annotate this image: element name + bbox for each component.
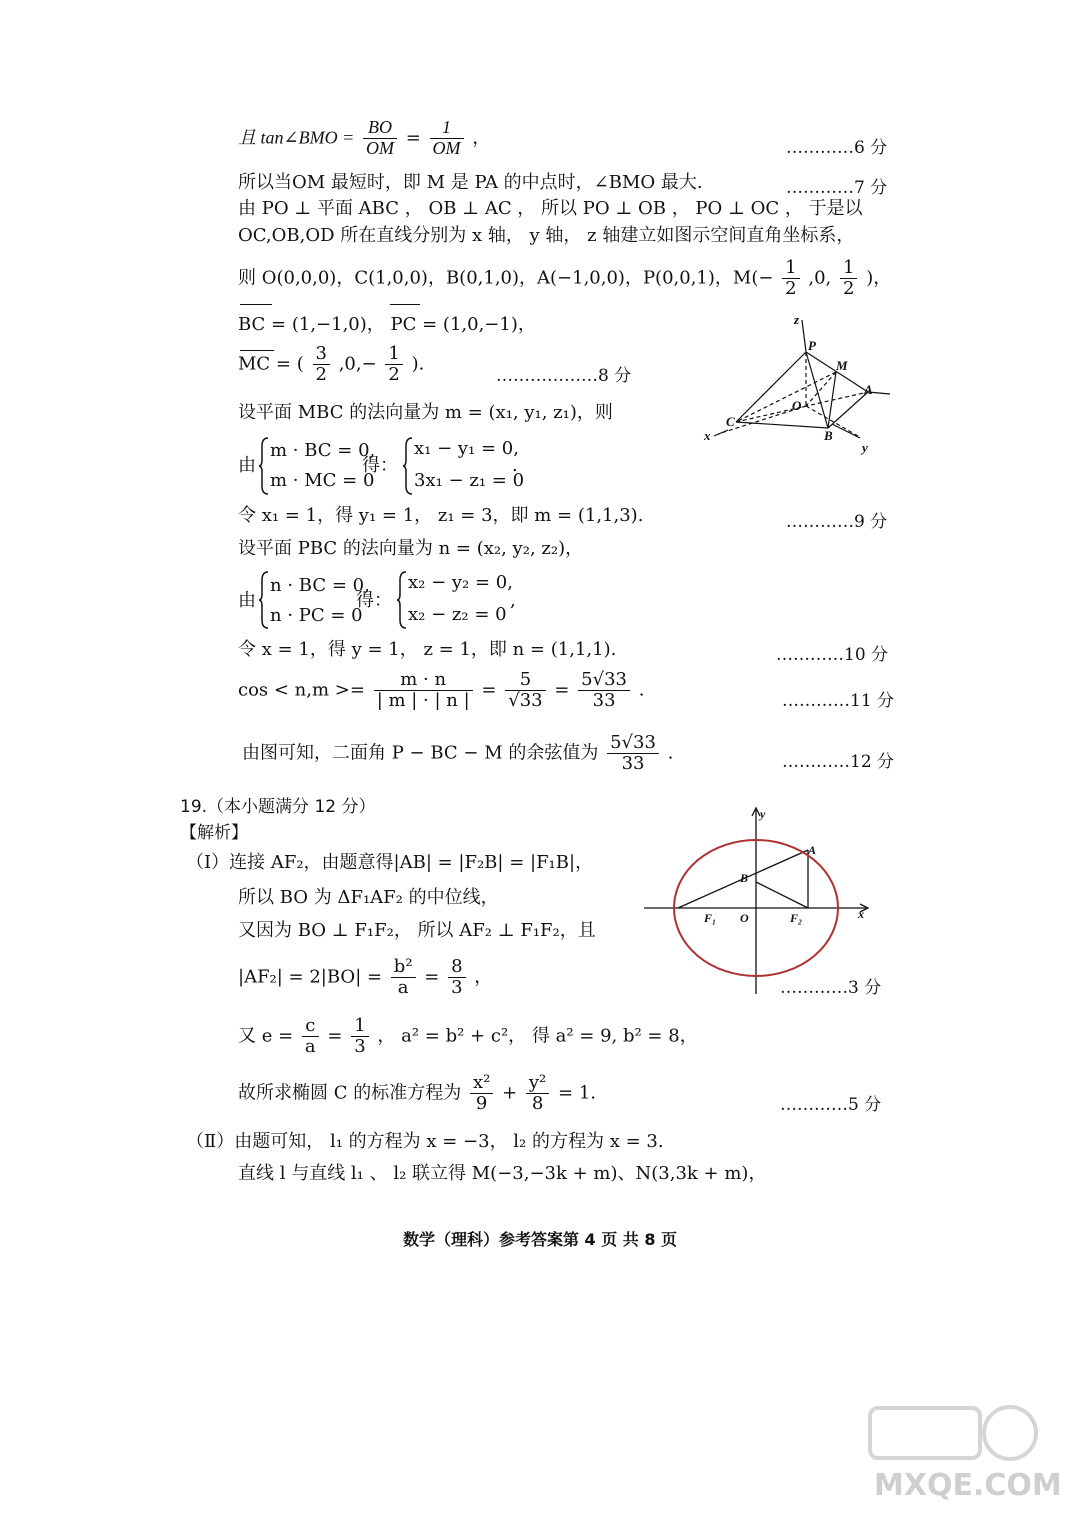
figure-3d-pyramid [698, 306, 898, 464]
part1-line1: （Ⅰ）连接 AF₂，由题意得|AB| = |F₂B| = |F₁B|， [186, 852, 594, 873]
line-normal-n: 设平面 PBC 的法向量为 n = (x₂, y₂, z₂)， [238, 538, 584, 559]
vector-arrow-mc [240, 350, 274, 351]
line-n-result: 令 x = 1，得 y = 1， z = 1，即 n = (1,1,1). [238, 639, 617, 660]
part1-line6: 故所求椭圆 C 的标准方程为 $\frac{\text{x²}}{9}$ + $\frac{\text{y²}}{8}$ = 1. [238, 1072, 596, 1114]
x-axis-line [714, 430, 728, 436]
tan-text: 且 tan∠BMO = [238, 127, 355, 148]
vector-arrow-pc [390, 304, 420, 305]
label-y: y [862, 440, 868, 455]
line-coordinates: 则 O(0,0,0)，C(1,0,0)，B(0,1,0)，A(−1,0,0)，P(0,0,1)，M(− $\frac{1}{2}$ ,0, $\frac{1}{2}$ )， [238, 257, 892, 299]
system1-end: . [512, 455, 518, 476]
line-m-result: 令 x₁ = 1，得 y₁ = 1， z₁ = 3，即 m = (1,1,3). [238, 505, 644, 526]
system2-right-brace [396, 570, 408, 630]
system1-eq-a: m · BC = 0, [270, 440, 376, 461]
watermark-logo [860, 1398, 1062, 1518]
edge-ba [828, 392, 868, 428]
system1-right-brace [402, 436, 414, 496]
vector-arrow-bc [240, 304, 272, 305]
figure-ellipse [640, 804, 880, 1000]
score-10: …………10 分 [776, 645, 889, 665]
score-3: …………3 分 [780, 978, 882, 998]
line-normal-m: 设平面 MBC 的法向量为 m = (x₁, y₁, z₁)，则 [238, 402, 613, 423]
system2-you: 由 [238, 590, 256, 611]
label-z: z [794, 312, 800, 327]
fraction-bo-om: $\frac{BO}{OM}$ [363, 118, 397, 159]
segment-bf2 [756, 882, 808, 908]
line-cos: cos < n,m >= $\frac{m \cdot n}{| m | \cdot | n |}$ = $\frac{5}{√33}$ = $\frac{5√33}{33}$ . [238, 669, 645, 711]
score-5: …………5 分 [780, 1095, 882, 1115]
label-a: A [808, 843, 817, 857]
score-6: …………6 分 [786, 138, 888, 158]
score-8: ………………8 分 [496, 366, 632, 386]
label-f2: F₂ [790, 911, 803, 925]
part1-line5: 又 e = $\frac{c}{a}$ = $\frac{1}{3}$ ， a² = b² + c²， 得 a² = 9, b² = 8， [238, 1015, 698, 1057]
system1-eq-d: 3x₁ − z₁ = 0 [414, 470, 525, 491]
system1-left-brace [258, 436, 270, 496]
line-mc: MC = ( $\frac{3}{2}$ ,0,− $\frac{1}{2}$ ). [238, 343, 425, 385]
edge-cb [736, 422, 828, 428]
label-m: M [836, 358, 848, 373]
part2-line1: （Ⅱ）由题可知， l₁ 的方程为 x = −3， l₂ 的方程为 x = 3. [186, 1131, 664, 1152]
system1-you: 由 [238, 455, 256, 476]
watermark-emblem [860, 1398, 1050, 1468]
label-f1: F₁ [704, 911, 717, 925]
line-axes: OC,OB,OD 所在直线分别为 x 轴， y 轴， z 轴建立如图示空间直角坐标系， [238, 225, 855, 246]
label-y: y [760, 807, 766, 821]
tan-line: 且 tan∠BMO = $\frac{BO}{OM}$ = $\frac{1}{OM}$ ， [238, 117, 491, 158]
line-bc-pc: BC = (1,−1,0)， PC = (1,0,−1)， [238, 314, 536, 335]
label-x: x [704, 428, 711, 443]
label-a: A [864, 382, 873, 397]
label-o: O [740, 911, 749, 925]
score-12: …………12 分 [782, 752, 895, 772]
system1-de: 得： [362, 455, 398, 476]
jiexi-heading: 【解析】 [180, 823, 248, 843]
y-axis-line [832, 424, 860, 438]
page-footer: 数学（理科）参考答案第 4 页 共 8 页 [402, 1230, 678, 1249]
watermark-text: MXQE.COM [874, 1468, 1062, 1503]
part2-line2: 直线 l 与直线 l₁ 、 l₂ 联立得 M(−3,−3k + m)、N(3,3k + m)， [238, 1163, 767, 1184]
system2-eq-d: x₂ − z₂ = 0 [408, 604, 507, 625]
label-b: B [740, 871, 749, 885]
part1-line2: 所以 BO 为 ΔF₁AF₂ 的中位线， [238, 887, 499, 908]
system2-end: , [510, 590, 516, 611]
edge-ca [736, 392, 868, 422]
score-11: …………11 分 [782, 691, 895, 711]
system2-eq-b: n · PC = 0 [270, 605, 363, 626]
part1-line3: 又因为 BO ⊥ F₁F₂， 所以 AF₂ ⊥ F₁F₂，且 [238, 920, 596, 941]
part1-line4: |AF₂| = 2|BO| = $\frac{\text{b²}}{a}$ = $\frac{8}{3}$ ， [238, 956, 493, 998]
label-p: P [808, 338, 816, 353]
system1-eq-c: x₁ − y₁ = 0, [414, 438, 519, 459]
system2-eq-a: n · BC = 0, [270, 575, 370, 596]
z-axis-line [802, 320, 806, 352]
line-po-perp: 由 PO ⊥ 平面 ABC ， OB ⊥ AC ， 所以 PO ⊥ OB ， PO ⊥ OC ， 于是以 [238, 198, 863, 219]
system2-left-brace [258, 570, 270, 630]
system1-eq-b: m · MC = 0 [270, 470, 375, 491]
label-o: O [792, 398, 802, 413]
question-19-heading: 19.（本小题满分 12 分） [180, 797, 376, 817]
line-dihedral: 由图可知，二面角 P − BC − M 的余弦值为 $\frac{5√33}{33}$ . [242, 732, 674, 774]
score-9: …………9 分 [786, 512, 888, 532]
label-b: B [824, 428, 833, 443]
system2-eq-c: x₂ − y₂ = 0, [408, 572, 513, 593]
system2-de: 得： [356, 590, 392, 611]
label-x: x [858, 907, 864, 921]
label-c: C [726, 414, 735, 429]
line-om-shortest: 所以当OM 最短时，即 M 是 PA 的中点时，∠BMO 最大. [238, 172, 703, 193]
score-7: …………7 分 [786, 178, 888, 198]
fraction-1-om: $\frac{1}{OM}$ [430, 118, 464, 159]
